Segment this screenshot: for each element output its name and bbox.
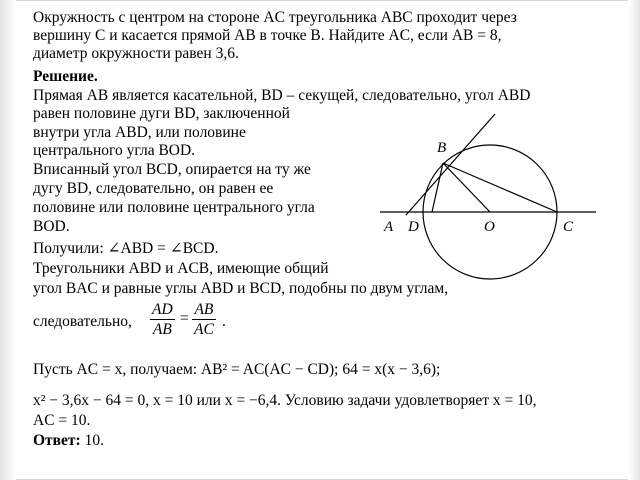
solution-line-3: внутри угла ABD, или половине (33, 124, 246, 141)
label-c: C (563, 219, 574, 235)
fraction-2-denominator: AC (194, 321, 214, 338)
fraction-1-denominator: AB (152, 321, 172, 338)
solution-line-5: Вписанный угол BCD, опирается на ту же (33, 161, 311, 178)
label-o: O (484, 219, 495, 235)
fraction-end-period: . (222, 313, 226, 330)
solution-line-7: половине или половине центрального угла (33, 199, 315, 216)
solution-line-14: x² − 3,6x − 64 = 0, x = 10 или x = −6,4. Условию задачи удовлетворяет x = 10, (33, 392, 537, 409)
solution-line-15: AC = 10. (33, 412, 91, 429)
solution-line-13: Пусть AC = x, получаем: AB² = AC(AC − CD); 64 = x(x − 3,6); (33, 361, 441, 378)
solution-line-9: Получили: ∠ABD = ∠BCD. (33, 240, 219, 257)
solution-line-10: Треугольники ABD и ACB, имеющие общий (33, 260, 329, 277)
tangent-ab (406, 114, 495, 215)
solution-line-12: следовательно, (33, 313, 132, 330)
label-d: D (408, 219, 419, 235)
segment-bc (443, 163, 557, 212)
solution-heading: Решение. (33, 68, 98, 85)
problem-line-1: Окружность с центром на стороне AC треугольника ABC проходит через (33, 9, 517, 26)
solution-line-2: равен половине дуги BD, заключенной (33, 105, 290, 122)
solution-line-8: BOD. (33, 218, 70, 235)
problem-line-2: вершину C и касается прямой AB в точке B. Найдите AC, если AB = 8, (33, 27, 502, 44)
fraction-1-numerator: AD (152, 301, 173, 318)
solution-line-1: Прямая AB является касательной, BD – секущей, следовательно, угол ABD (33, 87, 531, 104)
solution-line-4: центрального угла BOD. (33, 142, 196, 159)
equals-sign: = (180, 310, 189, 327)
fraction-2-numerator: AB (192, 300, 216, 320)
solution-line-6: дугу BD, следовательно, он равен ее (33, 180, 274, 197)
answer-value: 10. (84, 432, 104, 449)
label-b: B (437, 140, 447, 156)
solution-line-11: угол BAC и равные углы ABD и BCD, подобны по двум углам, (33, 280, 449, 297)
segment-bo (443, 163, 490, 212)
label-a: A (384, 219, 394, 235)
problem-line-3: диаметр окружности равен 3,6. (33, 45, 239, 62)
answer-label: Ответ: (33, 432, 81, 449)
